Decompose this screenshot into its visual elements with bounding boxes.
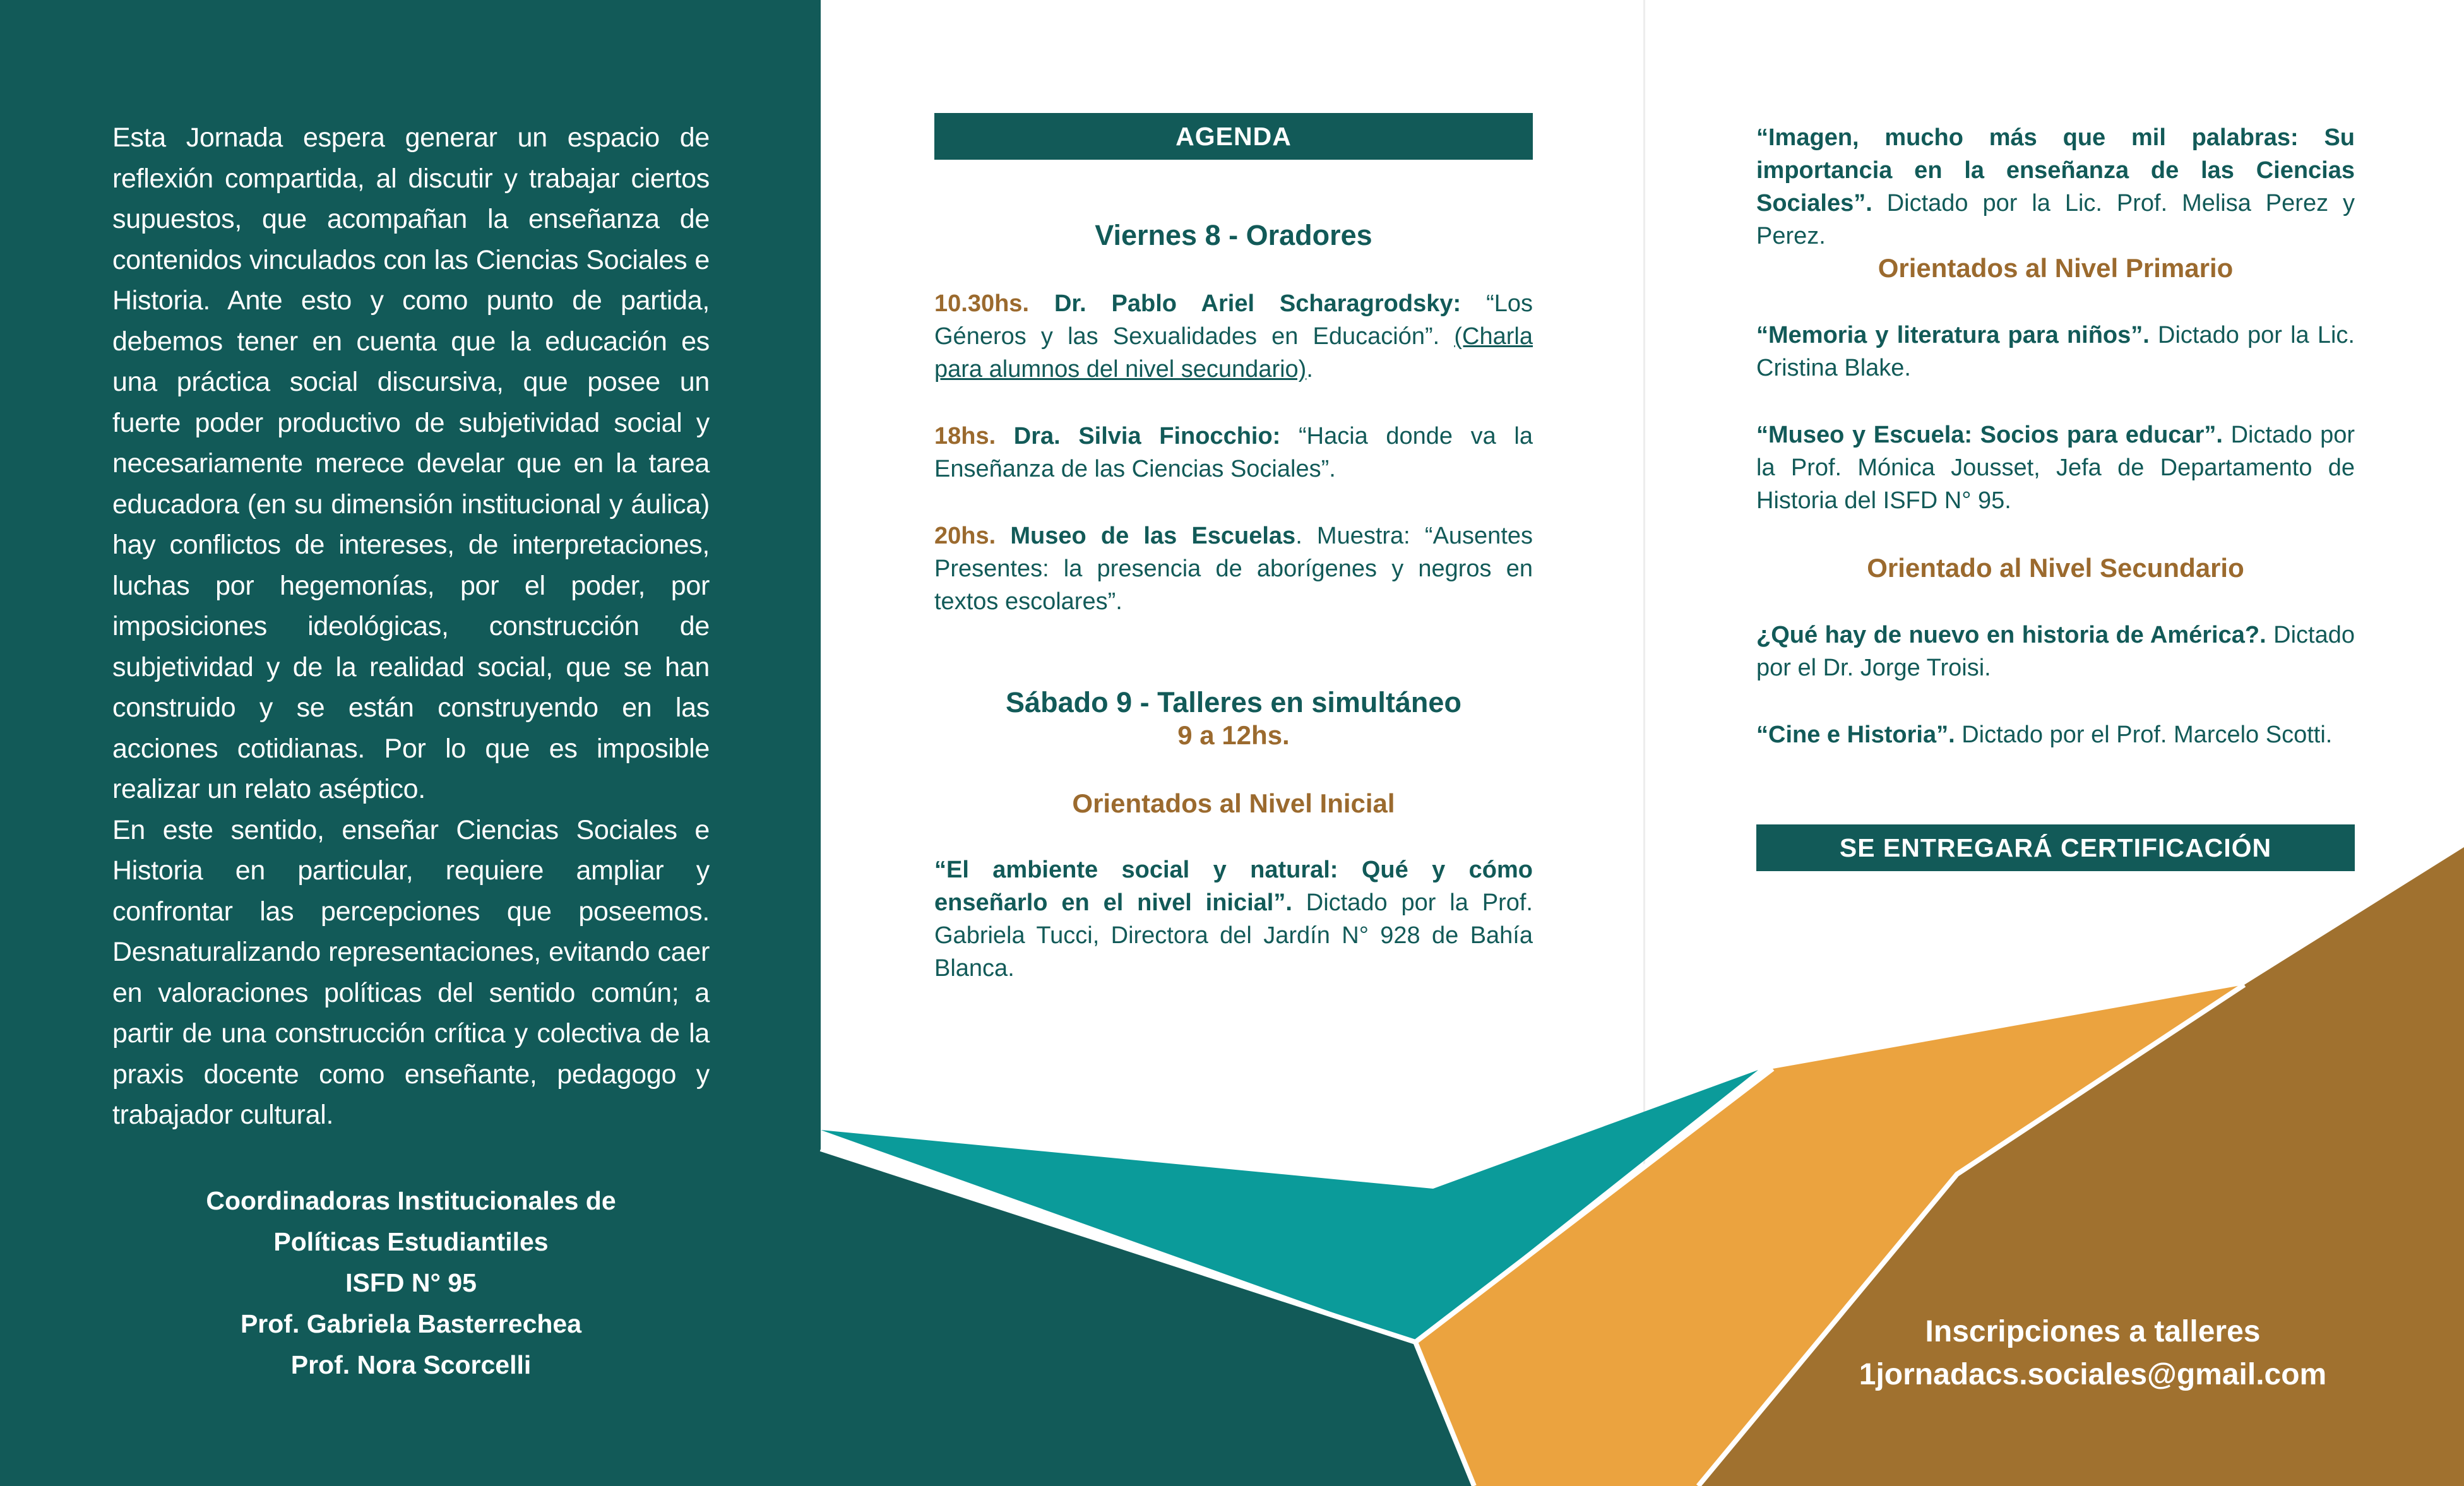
talk-title: . Muestra: “Ausentes Presentes: la presencia de aborígenes y negros en textos escolares”. xyxy=(934,523,1533,615)
workshop-detail: Dictado por la Prof. Gabriela Tucci, Directora del Jardín N° 928 de Bahía Blanca. xyxy=(934,889,1533,982)
inscriptions-block xyxy=(1831,1311,2355,1396)
talk-time: 20hs. xyxy=(934,523,996,549)
workshop-detail: Dictado por la Prof. Mónica Jousset, Jefa de Departamento de Historia del ISFD N° 95. xyxy=(1756,422,2355,514)
talk-entry xyxy=(934,520,1533,618)
workshop-title: “Imagen, mucho más que mil palabras: Su importancia en la enseñanza de las Ciencias Sociales”. xyxy=(1756,124,2355,217)
talk-end: . xyxy=(1306,356,1313,383)
workshop-title: “Memoria y literatura para niños”. xyxy=(1756,322,2150,348)
workshop-title: ¿Qué hay de nuevo en historia de América?. xyxy=(1756,622,2266,648)
friday-heading: Viernes 8 - Oradores xyxy=(1095,219,1372,251)
talk-entry xyxy=(934,287,1533,386)
coordinators-line: Coordinadoras Institucionales de xyxy=(206,1186,616,1215)
workshop-title: “El ambiente social y natural: Qué y cómo enseñarlo en el nivel inicial”. xyxy=(934,857,1533,916)
inscriptions-email[interactable]: 1jornadacs.sociales@gmail.com xyxy=(1859,1358,2327,1391)
workshop-detail: Dictado por la Lic. Cristina Blake. xyxy=(1756,322,2355,381)
inscriptions-label: Inscripciones a talleres xyxy=(1925,1315,2261,1348)
saturday-time: 9 a 12hs. xyxy=(1177,720,1290,750)
workshop-entry xyxy=(1756,619,2355,684)
coordinators-line: ISFD N° 95 xyxy=(345,1268,477,1297)
workshop-entry xyxy=(1756,718,2355,751)
workshop-entry xyxy=(1756,319,2355,384)
coordinators-line: Políticas Estudiantiles xyxy=(273,1227,549,1256)
talk-speaker: Dr. Pablo Ariel Scharagrodsky: xyxy=(1054,290,1461,317)
workshop-title: “Museo y Escuela: Socios para educar”. xyxy=(1756,422,2223,448)
talk-entry xyxy=(934,420,1533,485)
talk-time: 10.30hs. xyxy=(934,290,1029,317)
workshop-title: “Cine e Historia”. xyxy=(1756,722,1955,748)
talk-speaker: Museo de las Escuelas xyxy=(1010,523,1296,549)
talk-speaker: Dra. Silvia Finocchio: xyxy=(1013,423,1281,449)
agenda-title-bar: AGENDA xyxy=(934,113,1533,160)
workshop-entry xyxy=(1756,121,2355,253)
coordinators-line: Prof. Gabriela Basterrechea xyxy=(240,1309,582,1338)
secundario-heading: Orientado al Nivel Secundario xyxy=(1867,553,2244,583)
coordinators-line: Prof. Nora Scorcelli xyxy=(290,1350,532,1379)
workshop-detail: Dictado por el Dr. Jorge Troisi. xyxy=(1756,622,2355,681)
intro-paragraph-1: Esta Jornada espera generar un espacio de reflexión compartida, al discutir y trabajar ciertos supuestos, que acompañan la enseñanza de contenidos vinculados con las Ciencias Sociales e Historia. Ante esto y como punto de partida, debemos tener en cuenta que la educación es una práctica social discursiva, que posee un fuerte poder productivo de subjetividad social y necesariamente merece develar que en la tarea educadora (en su dimensión institucional y áulica) hay conflictos de intereses, de interpretaciones, luchas por hegemonías, por el poder, por imposiciones ideológicas, construcción de subjetividad y de la realidad social, que se han construido y se están construyendo en las acciones cotidianas. Por lo que es imposible realizar un relato aséptico. xyxy=(112,122,710,804)
intro-paragraph-2: En este sentido, enseñar Ciencias Sociales e Historia en particular, requiere ampliar y confrontar las percepciones que poseemos. Desnaturalizando representaciones, evitando caer en valoraciones políticas del sentido común; a partir de una construcción crítica y colectiva de la praxis docente como enseñante, pedagogo y trabajador cultural. xyxy=(112,814,710,1130)
workshop-entry xyxy=(934,853,1533,985)
talk-time: 18hs. xyxy=(934,423,996,449)
talk-title: “Hacia donde va la Enseñanza de las Ciencias Sociales”. xyxy=(934,423,1533,482)
primario-heading: Orientados al Nivel Primario xyxy=(1878,253,2234,283)
workshop-detail: Dictado por el Prof. Marcelo Scotti. xyxy=(1961,722,2333,748)
workshop-detail: Dictado por la Lic. Prof. Melisa Perez y Perez. xyxy=(1756,190,2355,249)
coordinators-block xyxy=(112,1180,710,1386)
inicial-heading: Orientados al Nivel Inicial xyxy=(1072,788,1395,818)
talk-title: “Los Géneros y las Sexualidades en Educación”. xyxy=(934,290,1533,350)
talk-note: (Charla para alumnos del nivel secundario) xyxy=(934,323,1533,383)
workshop-entry xyxy=(1756,419,2355,517)
intro-text xyxy=(112,117,710,1136)
certification-bar: SE ENTREGARÁ CERTIFICACIÓN xyxy=(1756,824,2355,871)
saturday-heading: Sábado 9 - Talleres en simultáneo xyxy=(1006,686,1461,718)
